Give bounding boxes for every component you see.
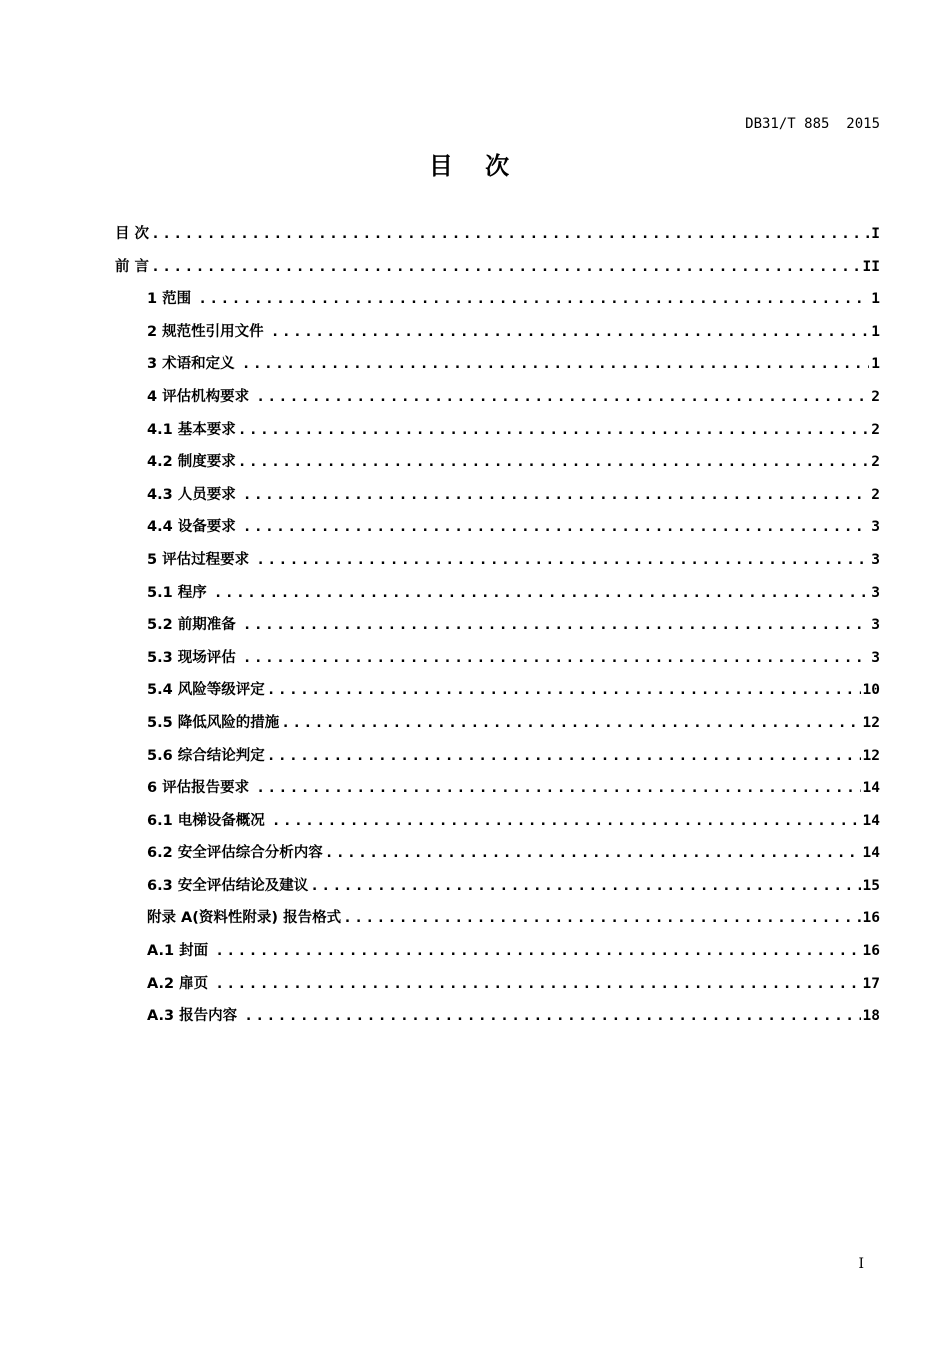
toc-entry-page: 12: [862, 714, 880, 731]
toc-entry-page: 1: [871, 291, 880, 308]
toc-entry-label: 2 规范性引用文件: [147, 323, 269, 340]
toc-entry-page: 1: [871, 323, 880, 340]
toc-entry[interactable]: [115, 287, 880, 320]
toc-leader-dots: [310, 878, 860, 894]
toc-leader-dots: [215, 943, 860, 959]
toc-entry[interactable]: [115, 841, 880, 874]
table-of-contents: [115, 222, 880, 1037]
toc-entry[interactable]: [115, 809, 880, 842]
toc-entry-label: 5.2 前期准备: [147, 617, 241, 634]
toc-entry[interactable]: [115, 874, 880, 907]
toc-leader-dots: [242, 356, 870, 372]
toc-leader-dots: [151, 259, 860, 275]
toc-entry-label: 5.4 风险等级评定: [147, 682, 265, 699]
toc-leader-dots: [244, 1008, 860, 1024]
toc-entry[interactable]: [115, 548, 880, 581]
toc-entry[interactable]: [115, 385, 880, 418]
toc-entry-label: A.2 扉页: [147, 975, 214, 992]
toc-entry-label: 5.6 综合结论判定: [147, 747, 265, 764]
toc-entry-page: 16: [862, 943, 880, 960]
toc-entry[interactable]: [115, 711, 880, 744]
toc-entry-page: 12: [862, 747, 880, 764]
toc-leader-dots: [272, 813, 861, 829]
toc-leader-dots: [256, 389, 869, 405]
toc-entry[interactable]: [115, 776, 880, 809]
toc-entry[interactable]: [115, 418, 880, 451]
toc-entry-page: 18: [862, 1008, 880, 1025]
toc-leader-dots: [243, 519, 869, 535]
toc-entry-page: 2: [871, 421, 880, 438]
toc-entry-page: 14: [862, 812, 880, 829]
toc-entry-page: II: [862, 258, 880, 275]
toc-entry[interactable]: [115, 906, 880, 939]
toc-entry-page: 3: [871, 649, 880, 666]
toc-leader-dots: [267, 748, 861, 764]
toc-entry-label: 6 评估报告要求: [147, 780, 255, 797]
toc-entry-label: 前 言: [115, 258, 150, 275]
toc-leader-dots: [215, 976, 860, 992]
toc-leader-dots: [243, 487, 869, 503]
toc-leader-dots: [271, 324, 870, 340]
toc-entry-label: 5 评估过程要求: [147, 551, 255, 568]
toc-entry-label: 6.2 安全评估综合分析内容: [147, 845, 323, 862]
toc-entry-label: 4.4 设备要求: [147, 519, 241, 536]
toc-leader-dots: [238, 454, 870, 470]
toc-entry-label: 4.3 人员要求: [147, 486, 241, 503]
toc-leader-dots: [198, 291, 869, 307]
toc-entry[interactable]: [115, 483, 880, 516]
toc-leader-dots: [343, 910, 860, 926]
toc-entry[interactable]: [115, 450, 880, 483]
toc-entry[interactable]: [115, 613, 880, 646]
toc-entry[interactable]: [115, 939, 880, 972]
toc-entry-label: 4.1 基本要求: [147, 421, 236, 438]
toc-entry-label: 3 术语和定义: [147, 356, 240, 373]
toc-entry-label: 目 次: [115, 226, 150, 242]
toc-entry-page: 16: [862, 910, 880, 927]
toc-entry-page: 2: [871, 388, 880, 405]
toc-entry-page: 14: [862, 845, 880, 862]
toc-leader-dots: [256, 780, 860, 796]
toc-entry[interactable]: [115, 320, 880, 353]
toc-leader-dots: [214, 585, 869, 601]
toc-entry[interactable]: [115, 222, 880, 255]
toc-entry-page: 1: [871, 356, 880, 373]
toc-leader-dots: [256, 552, 869, 568]
toc-entry[interactable]: [115, 581, 880, 614]
toc-entry-label: 5.1 程序: [147, 584, 212, 601]
toc-entry[interactable]: [115, 678, 880, 711]
toc-entry-label: 6.1 电梯设备概况: [147, 812, 270, 829]
page-title: 目 次: [428, 152, 522, 180]
toc-leader-dots: [281, 715, 860, 731]
toc-entry[interactable]: [115, 515, 880, 548]
toc-leader-dots: [243, 650, 869, 666]
toc-entry-label: 附录 A(资料性附录) 报告格式: [147, 910, 342, 927]
toc-entry-label: A.1 封面: [147, 943, 214, 960]
toc-entry-page: 3: [871, 584, 880, 601]
toc-entry[interactable]: [115, 972, 880, 1005]
toc-entry-label: A.3 报告内容: [147, 1008, 243, 1025]
toc-leader-dots: [267, 682, 861, 698]
toc-entry[interactable]: [115, 744, 880, 777]
toc-leader-dots: [151, 226, 869, 242]
page-number: I: [858, 1256, 864, 1272]
toc-leader-dots: [243, 617, 869, 633]
toc-entry-page: 3: [871, 617, 880, 634]
toc-entry-label: 5.5 降低风险的措施: [147, 714, 280, 731]
toc-entry-page: 14: [862, 780, 880, 797]
toc-entry-page: 3: [871, 551, 880, 568]
toc-entry-page: 3: [871, 519, 880, 536]
toc-entry-page: 2: [871, 454, 880, 471]
standard-code: DB31/T 885 2015: [745, 116, 880, 132]
toc-entry[interactable]: [115, 646, 880, 679]
toc-entry-page: 2: [871, 486, 880, 503]
toc-entry-label: 1 范围: [147, 291, 197, 308]
toc-entry[interactable]: [115, 352, 880, 385]
toc-entry-page: 17: [862, 975, 880, 992]
toc-entry-label: 4.2 制度要求: [147, 454, 236, 471]
toc-leader-dots: [238, 422, 870, 438]
toc-leader-dots: [325, 845, 861, 861]
toc-entry-page: 10: [862, 682, 880, 699]
toc-entry-label: 6.3 安全评估结论及建议: [147, 877, 309, 894]
toc-entry[interactable]: [115, 255, 880, 288]
toc-entry[interactable]: [115, 1004, 880, 1037]
toc-entry-page: I: [871, 226, 880, 242]
toc-entry-label: 4 评估机构要求: [147, 388, 255, 405]
toc-entry-page: 15: [862, 877, 880, 894]
toc-entry-label: 5.3 现场评估: [147, 649, 241, 666]
